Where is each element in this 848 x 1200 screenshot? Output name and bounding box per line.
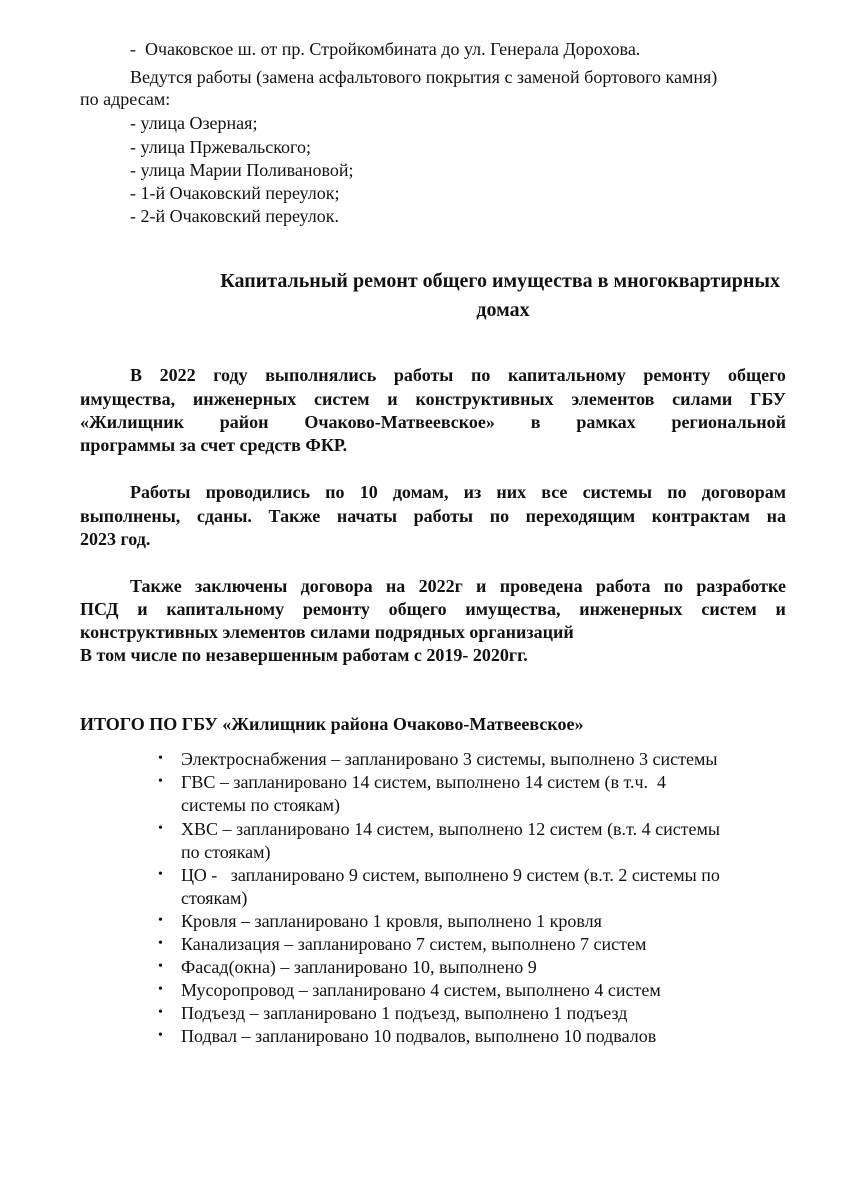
bullet-icon: • [158,821,163,836]
list-item: ХВС – запланировано 14 систем, выполнено 12 систем (в.т. 4 системы [181,819,721,839]
bullet-icon: • [158,751,163,766]
word: и [137,599,148,619]
word: и [476,576,487,596]
word: Также [268,506,321,526]
word: системы [582,482,653,502]
word: региональной [671,412,786,432]
road-item-ochakovskoe: - Очаковское ш. от пр. Стройкомбината до ул. Генерала Дорохова. [130,39,641,59]
word: работа [595,576,651,596]
list-item: Кровля – запланировано 1 кровля, выполнено 1 кровля [181,911,602,931]
list-item: Подвал – запланировано 10 подвалов, выполнено 10 подвалов [181,1026,657,1046]
bullet-icon: • [158,959,163,974]
word: переходящим [525,506,636,526]
word: на [766,506,786,526]
word: инженерных [192,389,297,409]
word: году [213,365,248,385]
paragraph3-line2 [80,598,786,620]
word: проводились [205,482,311,502]
word: силами [672,389,733,409]
word: них [496,482,527,502]
word: работы [393,365,454,385]
bullet-icon: • [158,913,163,928]
address-item: - улица Озерная; [130,113,258,133]
paragraph3-line3: конструктивных элементов силами подрядных организаций [80,622,574,642]
word: ГБУ [750,389,786,409]
word: по [325,482,345,502]
paragraph1-line2 [80,388,786,410]
section-heading-line1 [80,268,818,294]
section-heading-text: домах [476,299,530,321]
list-item: Канализация – запланировано 7 систем, выполнено 7 систем [181,934,647,954]
word: имущества, [80,389,176,409]
word: разработке [696,576,786,596]
word: договора [300,576,373,596]
word: выполнены, [80,506,181,526]
word: сданы. [196,506,252,526]
word: ремонту [302,599,370,619]
word: из [463,482,482,502]
word: район [219,412,269,432]
list-item: Электроснабжения – запланировано 3 системы, выполнено 3 системы [181,749,718,769]
word: по [667,482,687,502]
word: В [130,365,143,385]
section-heading-text: Капитальный ремонт общего имущества в многоквартирных [220,270,780,292]
word: 2022г [418,576,463,596]
word: рамках [576,412,636,432]
word: ПСД [80,599,119,619]
word: имущества, [465,599,561,619]
list-item-continuation: системы по стоякам) [181,795,340,815]
bullet-icon: • [158,1005,163,1020]
word: систем [314,389,370,409]
word: систем [701,599,757,619]
bullet-icon: • [158,867,163,882]
list-item-continuation: по стоякам) [181,842,271,862]
word: в [530,412,541,432]
paragraph3-line4: В том числе по незавершенным работам с 2019- 2020гг. [80,645,528,665]
address-item: - улица Пржевальского; [130,137,311,157]
word: 2022 [159,365,196,385]
word: начаты [336,506,398,526]
paragraph3-line1 [130,575,786,597]
word: контрактам [651,506,751,526]
word: по [470,365,491,385]
word: работы [413,506,474,526]
word: все [541,482,568,502]
bullet-icon: • [158,982,163,997]
paragraph2-line2 [80,505,786,527]
word: элементов [571,389,655,409]
address-item: - 2-й Очаковский переулок. [130,206,339,226]
word: и [775,599,786,619]
section-heading-line2 [80,297,818,323]
paragraph2-line3: 2023 год. [80,529,151,549]
word: по [663,576,684,596]
list-item-continuation: стоякам) [181,888,248,908]
address-item: - улица Марии Поливановой; [130,160,354,180]
word: и [387,389,398,409]
works-intro-line2: по адресам: [80,89,171,109]
word: домам, [392,482,449,502]
word: «Жилищник [80,412,184,432]
list-item: Подъезд – запланировано 1 подъезд, выполнено 1 подъезд [181,1003,628,1023]
word: 10 [359,482,378,502]
word: Очаково-Матвеевское» [304,412,495,432]
paragraph1-line1 [130,364,786,386]
list-item: ГВС – запланировано 14 систем, выполнено 14 систем (в т.ч. 4 [181,772,667,792]
bullet-icon: • [158,1028,163,1043]
bullet-icon: • [158,936,163,951]
list-item: Мусоропровод – запланировано 4 систем, выполнено 4 систем [181,980,661,1000]
word: инженерных [579,599,683,619]
works-intro-line1: Ведутся работы (замена асфальтового покрытия с заменой бортового камня) [130,67,718,87]
word: договорам [701,482,786,502]
word: ремонту [643,365,711,385]
word: на [385,576,406,596]
word: заключены [195,576,288,596]
list-item: Фасад(окна) – запланировано 10, выполнено 9 [181,957,537,977]
word: капитальному [166,599,285,619]
bullet-icon: • [158,774,163,789]
word: капитальному [507,365,626,385]
total-title: ИТОГО ПО ГБУ «Жилищник района Очаково-Матвеевское» [80,714,584,734]
list-item: ЦО - запланировано 9 систем, выполнено 9 систем (в.т. 2 системы по [181,865,720,885]
word: Работы [130,482,191,502]
paragraph2-line1 [130,481,786,503]
word: Также [130,576,182,596]
word: общего [388,599,447,619]
address-item: - 1-й Очаковский переулок; [130,183,340,203]
word: проведена [499,576,583,596]
word: конструктивных [415,389,554,409]
word: по [489,506,510,526]
paragraph1-line4: программы за счет средств ФКР. [80,435,348,455]
word: выполнялись [265,365,377,385]
paragraph1-line3 [80,411,786,433]
word: общего [727,365,786,385]
